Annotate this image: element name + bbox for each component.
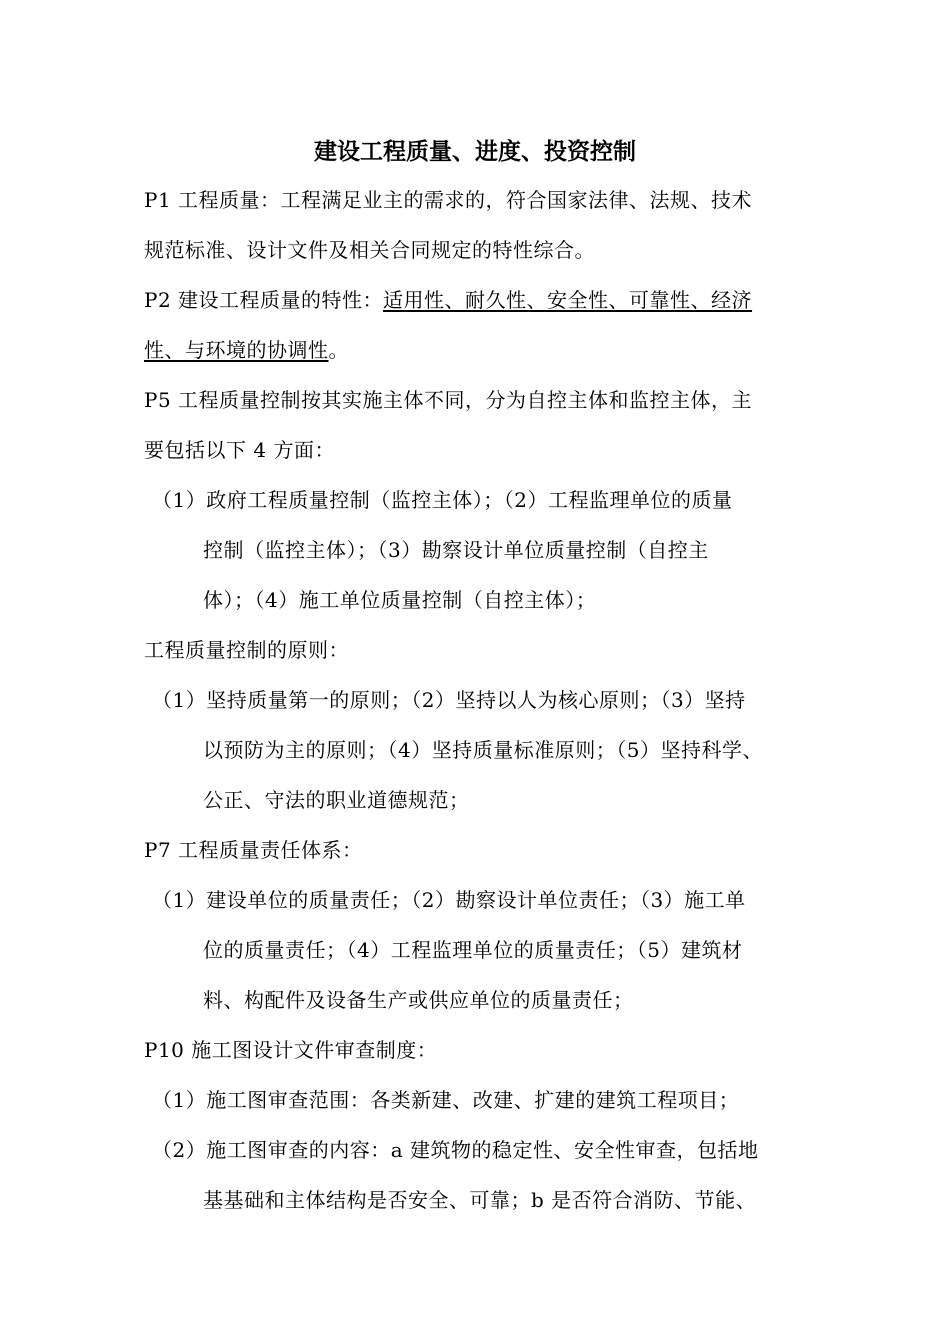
p2-underlined-properties: 适用性、耐久性、安全性、可靠性、经济 [383,288,753,312]
paragraph-p2-line-2 [144,335,349,365]
list-principles-line-3: 公正、守法的职业道德规范； [203,788,470,812]
p2-heading: P2 建设工程质量的特性： [144,288,384,312]
list-p7-line-2: 位的质量责任；（4）工程监理单位的质量责任；（5）建筑材 [203,938,743,962]
list-principles-line-1: （1）坚持质量第一的原则；（2）坚持以人为核心原则；（3）坚持 [152,688,746,712]
paragraph-p5-line-2: 要包括以下 4 方面： [144,438,335,462]
list-p5-item-line-1: （1）政府工程质量控制（监控主体）；（2）工程监理单位的质量 [152,488,733,512]
principles-heading: 工程质量控制的原则： [144,638,349,662]
paragraph-p1-line-2: 规范标准、设计文件及相关合同规定的特性综合。 [144,238,595,262]
paragraph-p2-line-1 [144,285,752,315]
list-p5-item-line-3: 体）；（4）施工单位质量控制（自控主体）； [203,588,597,612]
list-p10-item-2-line-2: 基基础和主体结构是否安全、可靠；b 是否符合消防、节能、 [203,1188,757,1212]
paragraph-p5-line-1: P5 工程质量控制按其实施主体不同，分为自控主体和监控主体，主 [144,388,753,412]
list-p5-item-line-2: 控制（监控主体）；（3）勘察设计单位质量控制（自控主 [203,538,709,562]
list-p10-item-1: （1）施工图审查范围：各类新建、改建、扩建的建筑工程项目； [152,1088,740,1112]
list-p10-item-2-line-1: （2）施工图审查的内容：a 建筑物的稳定性、安全性审查，包括地 [152,1138,759,1162]
p2-period: 。 [328,338,349,362]
list-principles-line-2: 以预防为主的原则；（4）坚持质量标准原则；（5）坚持科学、 [203,738,763,762]
list-p7-line-3: 料、构配件及设备生产或供应单位的质量责任； [203,988,634,1012]
paragraph-p7-heading: P7 工程质量责任体系： [144,838,363,862]
p2-underlined-properties-cont: 性、与环境的协调性 [144,338,329,362]
document-title: 建设工程质量、进度、投资控制 [314,138,636,165]
paragraph-p10-heading: P10 施工图设计文件审查制度： [144,1038,438,1062]
paragraph-p1-line-1: P1 工程质量：工程满足业主的需求的，符合国家法律、法规、技术 [144,188,753,212]
list-p7-line-1: （1）建设单位的质量责任；（2）勘察设计单位责任；（3）施工单 [152,888,746,912]
